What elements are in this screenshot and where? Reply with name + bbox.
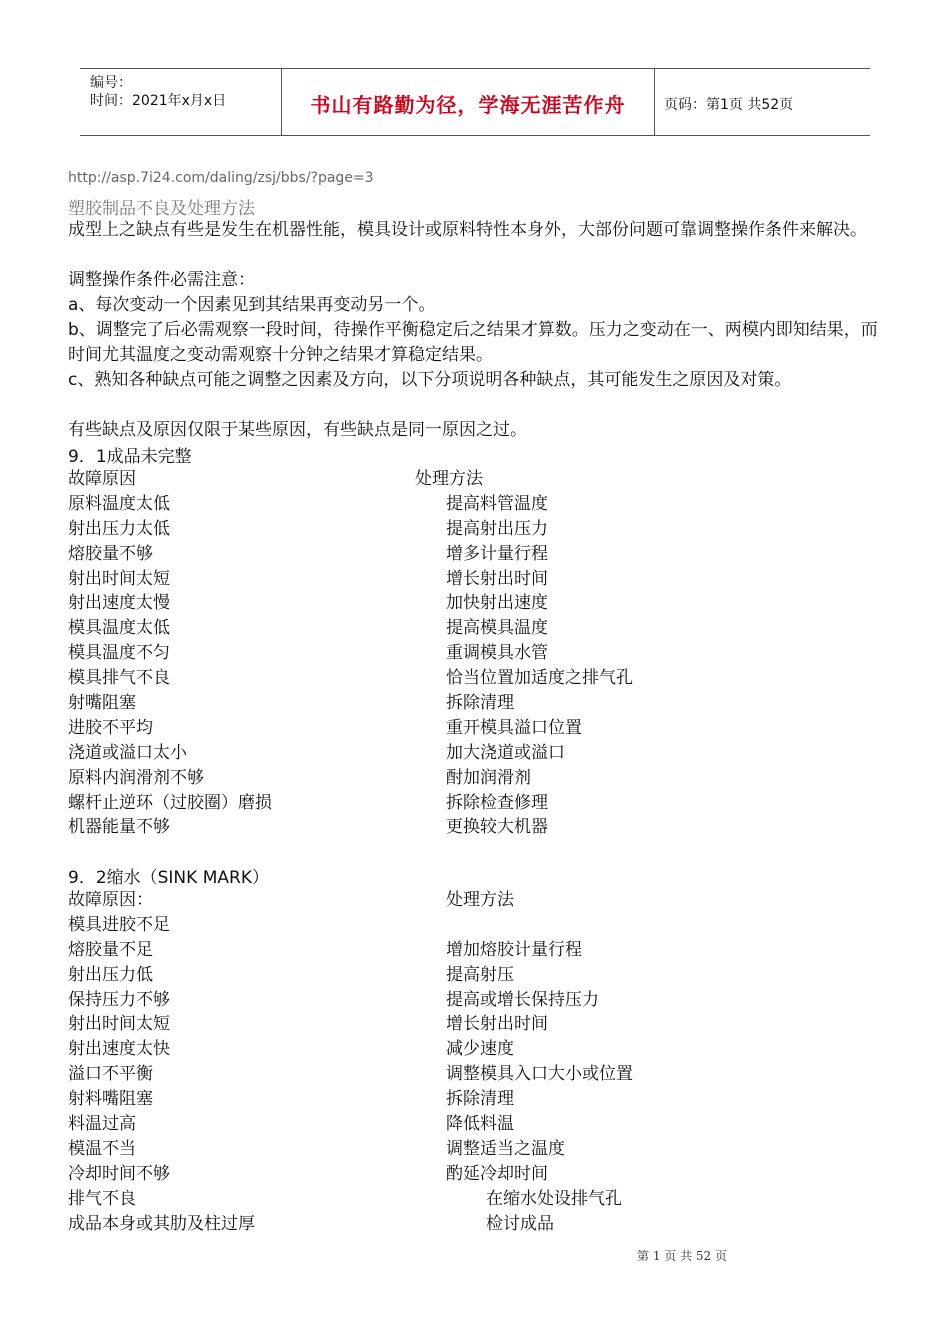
section-2-table bbox=[68, 888, 868, 1236]
table-row bbox=[68, 567, 868, 592]
cause-cell: 射料嘴阻塞 bbox=[68, 1089, 153, 1110]
table-row bbox=[68, 1212, 868, 1237]
cause-cell: 熔胶量不够 bbox=[68, 543, 153, 564]
table-row bbox=[68, 641, 868, 666]
intro-paragraph-5: c、熟知各种缺点可能之调整之因素及方向，以下分项说明各种缺点，其可能发生之原因及对策。 bbox=[68, 370, 792, 390]
table-row bbox=[68, 542, 868, 567]
source-url: http://asp.7i24.com/daling/zsj/bbs/?page=3 bbox=[68, 170, 374, 186]
header-number-label: 编号： bbox=[90, 75, 132, 91]
fix-cell: 增加熔胶计量行程 bbox=[446, 939, 582, 960]
table-row bbox=[68, 1112, 868, 1137]
table-row bbox=[68, 1012, 868, 1037]
cause-cell: 射嘴阻塞 bbox=[68, 693, 136, 714]
fix-cell: 恰当位置加适度之排气孔 bbox=[446, 668, 633, 689]
header-date: 时间：2021年x月x日 bbox=[90, 93, 227, 109]
cause-cell: 射出压力低 bbox=[68, 964, 153, 985]
cause-cell: 螺杆止逆环（过胶圈）磨损 bbox=[68, 792, 272, 813]
cause-cell: 保持压力不够 bbox=[68, 989, 170, 1010]
cause-cell: 模温不当 bbox=[68, 1138, 136, 1159]
cause-cell: 模具温度不匀 bbox=[68, 643, 170, 664]
fix-cell: 增长射出时间 bbox=[446, 1014, 548, 1035]
table-row bbox=[68, 591, 868, 616]
intro-paragraph-4: b、调整完了后必需观察一段时间，待操作平衡稳定后之结果才算数。压力之变动在一、两模内即知结果，而时间尤其温度之变动需观察十分钟之结果才算稳定结果。 bbox=[68, 320, 878, 365]
fix-cell: 检讨成品 bbox=[486, 1213, 554, 1234]
cause-cell: 溢口不平衡 bbox=[68, 1064, 153, 1085]
fix-cell: 加快射出速度 bbox=[446, 593, 548, 614]
table-row bbox=[68, 716, 868, 741]
table-row bbox=[68, 1037, 868, 1062]
header-divider-left bbox=[281, 68, 282, 136]
table-row bbox=[68, 741, 868, 766]
table-row bbox=[68, 1137, 868, 1162]
table-row bbox=[68, 666, 868, 691]
cause-cell: 料温过高 bbox=[68, 1114, 136, 1135]
header-divider-right bbox=[654, 68, 655, 136]
table-row bbox=[68, 1087, 868, 1112]
cause-cell: 射出速度太慢 bbox=[68, 593, 170, 614]
cause-cell: 成品本身或其肋及柱过厚 bbox=[68, 1213, 255, 1234]
cause-cell: 射出压力太低 bbox=[68, 518, 170, 539]
fix-cell: 降低料温 bbox=[446, 1114, 514, 1135]
cause-cell: 浇道或溢口太小 bbox=[68, 742, 187, 763]
cause-cell: 模具进胶不足 bbox=[68, 914, 170, 935]
fix-cell: 调整模具入口大小或位置 bbox=[446, 1064, 633, 1085]
fix-cell: 拆除清理 bbox=[446, 693, 514, 714]
section-2-header-row bbox=[68, 888, 868, 913]
fix-cell: 增多计量行程 bbox=[446, 543, 548, 564]
cause-cell: 射出时间太短 bbox=[68, 1014, 170, 1035]
table-row bbox=[68, 988, 868, 1013]
fix-cell: 提高或增长保持压力 bbox=[446, 989, 599, 1010]
section-1-title: 9．1成品未完整 bbox=[68, 447, 192, 467]
section-1-header-cause: 故障原因 bbox=[68, 469, 136, 489]
table-row bbox=[68, 766, 868, 791]
document-subtitle: 塑胶制品不良及处理方法 bbox=[68, 199, 255, 219]
table-row bbox=[68, 1162, 868, 1187]
fix-cell: 重调模具水管 bbox=[446, 643, 548, 664]
fix-cell: 在缩水处设排气孔 bbox=[486, 1188, 622, 1209]
table-row bbox=[68, 815, 868, 840]
section-1-rows bbox=[68, 492, 868, 840]
fix-cell: 提高射出压力 bbox=[446, 518, 548, 539]
table-row bbox=[68, 517, 868, 542]
cause-cell: 模具排气不良 bbox=[68, 668, 170, 689]
fix-cell: 调整适当之温度 bbox=[446, 1138, 565, 1159]
fix-cell: 提高模具温度 bbox=[446, 618, 548, 639]
intro-paragraph-2: 调整操作条件必需注意： bbox=[68, 270, 255, 290]
cause-cell: 排气不良 bbox=[68, 1188, 136, 1209]
fix-cell: 提高料管温度 bbox=[446, 493, 548, 514]
table-row bbox=[68, 938, 868, 963]
cause-cell: 原料温度太低 bbox=[68, 493, 170, 514]
cause-cell: 机器能量不够 bbox=[68, 817, 170, 838]
cause-cell: 进胶不平均 bbox=[68, 717, 153, 738]
table-row bbox=[68, 913, 868, 938]
cause-cell: 熔胶量不足 bbox=[68, 939, 153, 960]
section-1-table bbox=[68, 467, 868, 840]
fix-cell: 拆除检查修理 bbox=[446, 792, 548, 813]
section-2-header-cause: 故障原因： bbox=[68, 890, 153, 910]
fix-cell: 提高射压 bbox=[446, 964, 514, 985]
section-2-rows bbox=[68, 913, 868, 1237]
fix-cell: 增长射出时间 bbox=[446, 568, 548, 589]
fix-cell: 加大浇道或溢口 bbox=[446, 742, 565, 763]
table-row bbox=[68, 616, 868, 641]
section-1-header-fix: 处理方法 bbox=[415, 469, 483, 489]
section-2-title: 9．2缩水（SINK MARK） bbox=[68, 868, 269, 888]
table-row bbox=[68, 791, 868, 816]
fix-cell: 重开模具溢口位置 bbox=[446, 717, 582, 738]
intro-paragraph-3: a、每次变动一个因素见到其结果再变动另一个。 bbox=[68, 295, 436, 315]
fix-cell: 酎加润滑剂 bbox=[446, 767, 531, 788]
intro-paragraph-1: 成型上之缺点有些是发生在机器性能，模具设计或原料特性本身外，大部份问题可靠调整操作条件来解决。 bbox=[68, 220, 867, 240]
table-row bbox=[68, 492, 868, 517]
header-page-info: 页码：第1页 共52页 bbox=[664, 97, 794, 113]
cause-cell: 射出时间太短 bbox=[68, 568, 170, 589]
cause-cell: 模具温度太低 bbox=[68, 618, 170, 639]
fix-cell: 拆除清理 bbox=[446, 1089, 514, 1110]
cause-cell: 冷却时间不够 bbox=[68, 1163, 170, 1184]
section-2-header-fix: 处理方法 bbox=[446, 890, 514, 910]
header-top-rule bbox=[80, 68, 870, 69]
header-motto: 书山有路勤为径，学海无涯苦作舟 bbox=[310, 93, 626, 117]
header-bottom-rule bbox=[80, 135, 870, 136]
fix-cell: 更换较大机器 bbox=[446, 817, 548, 838]
cause-cell: 原料内润滑剂不够 bbox=[68, 767, 204, 788]
table-row bbox=[68, 1062, 868, 1087]
cause-cell: 射出速度太快 bbox=[68, 1039, 170, 1060]
fix-cell: 减少速度 bbox=[446, 1039, 514, 1060]
fix-cell: 酌延冷却时间 bbox=[446, 1163, 548, 1184]
table-row bbox=[68, 1187, 868, 1212]
table-row bbox=[68, 963, 868, 988]
section-1-header-row bbox=[68, 467, 868, 492]
table-row bbox=[68, 691, 868, 716]
page-footer: 第 1 页 共 52 页 bbox=[637, 1249, 727, 1263]
intro-paragraph-6: 有些缺点及原因仅限于某些原因，有些缺点是同一原因之过。 bbox=[68, 420, 527, 440]
